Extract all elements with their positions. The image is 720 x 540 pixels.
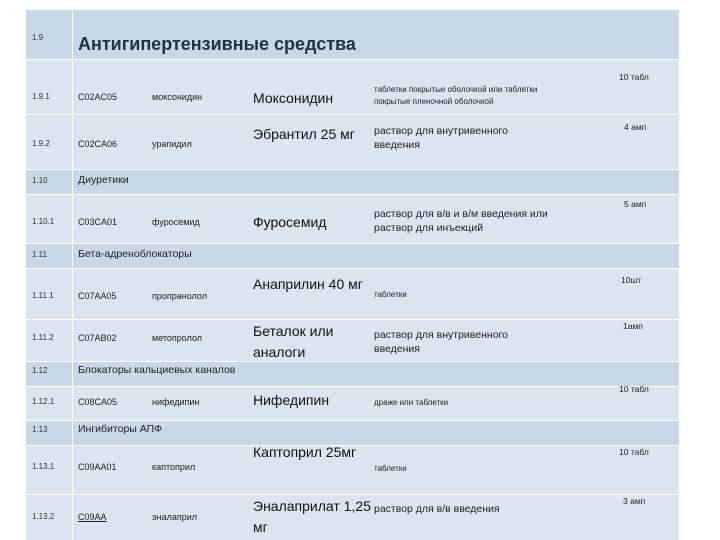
row-name: Нифедипин (253, 392, 330, 408)
row-code: 1.13.2 (32, 512, 55, 521)
row-form: таблетки покрытые оболочкой или таблетки покрытые пленочной оболочкой (374, 85, 538, 106)
row-qty: 3 амп (623, 496, 646, 506)
row-atc: C02AC05 (78, 92, 118, 102)
section-title: Блокаторы кальциевых каналов (78, 364, 236, 376)
row-qty: 10 табл (619, 384, 649, 394)
row-code: 1.11.1 (32, 291, 54, 300)
section-code: 1.13 (32, 425, 48, 434)
row-inn: нифедипин (152, 397, 200, 407)
drug-table (26, 10, 679, 540)
row-name: Каптоприл 25мг (253, 444, 357, 460)
row-atc: C09AA01 (78, 462, 117, 472)
row-name: Моксонидин (253, 90, 334, 106)
row-form: раствор для в/в и в/м введения или раствор для инъекций (374, 208, 548, 234)
row-name: Эналаприлат 1,25 мг (253, 498, 371, 535)
row-inn: метопролол (152, 333, 203, 343)
row-code: 1.12.1 (32, 397, 55, 406)
row-name: Беталок или аналоги (253, 323, 334, 360)
section-code: 1.10 (32, 176, 48, 185)
row-code: 1.10.1 (32, 217, 55, 226)
row-atc-link[interactable]: C09AA (78, 512, 107, 522)
row-code: 1.9.1 (32, 92, 50, 101)
row-atc: C07AB02 (78, 333, 117, 343)
row-form: раствор для внутривенного введения (374, 329, 508, 355)
row-form: раствор для в/в введения (374, 503, 500, 515)
row-atc: C08CA05 (78, 397, 118, 407)
row-form: таблетки (374, 290, 407, 299)
row-form: раствор для внутривенного введения (374, 125, 508, 151)
page-title: Антигипертензивные средства (78, 34, 356, 54)
row-inn: урапидил (152, 139, 192, 149)
row-inn: эналаприл (152, 512, 197, 522)
section-title: Бета-адреноблокаторы (78, 248, 192, 260)
row-qty: 10 табл (619, 72, 649, 82)
row-code: 1.11.2 (32, 333, 54, 342)
row-qty: 1амп (623, 321, 643, 331)
row-inn: пропранолол (152, 291, 207, 301)
section-title: Диуретики (78, 174, 129, 186)
section-code: 1.11 (32, 250, 47, 259)
row-qty: 5 амп (624, 199, 647, 209)
row-code: 1.13.1 (32, 462, 55, 471)
row-atc: C03CA01 (78, 217, 118, 227)
row-inn: каптоприл (152, 462, 196, 472)
row-qty: 10 табл (619, 447, 649, 457)
row-name: Фуросемид (253, 214, 327, 230)
row-inn: фуросемид (152, 217, 200, 227)
row-name: Анаприлин 40 мг (253, 276, 363, 292)
header-code: 1.9 (32, 33, 44, 42)
row-code: 1.9.2 (32, 139, 50, 148)
row-atc: C02CA06 (78, 139, 118, 149)
row-inn: моксонидин (152, 92, 203, 102)
row-qty: 4 амп (624, 122, 647, 132)
row-atc: C07AA05 (78, 291, 117, 301)
column-divider (72, 10, 73, 540)
row-form: таблетки (374, 464, 407, 473)
row-form: драже или таблетки (374, 398, 449, 407)
row-name: Эбрантил 25 мг (253, 126, 355, 142)
section-code: 1.12 (32, 366, 48, 375)
section-title: Ингибиторы АПФ (78, 423, 163, 435)
row-qty: 10шт (621, 275, 642, 285)
